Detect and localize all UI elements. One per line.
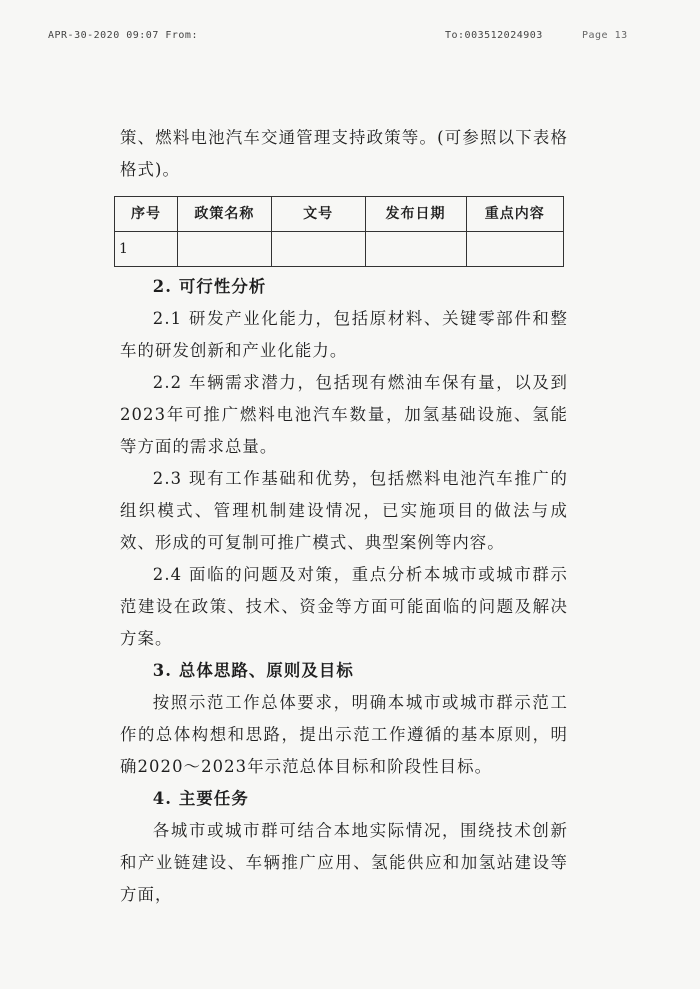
section-2-1-paragraph: 2.1 研发产业化能力，包括原材料、关键零部件和整车的研发创新和产业化能力。 — [120, 309, 568, 360]
section-3-heading: 3. 总体思路、原则及目标 — [152, 661, 354, 680]
cell-release-date — [365, 232, 466, 267]
fax-sender-line: APR-30-2020 09:07 From: — [48, 30, 198, 41]
header-key-content: 重点内容 — [466, 197, 563, 232]
table-header-row — [115, 197, 564, 232]
intro-paragraph: 策、燃料电池汽车交通管理支持政策等。(可参照以下表格格式)。 — [120, 128, 568, 179]
cell-document-number — [271, 232, 365, 267]
fax-header — [0, 30, 700, 46]
fax-page-number: Page 13 — [582, 30, 628, 41]
section-2-2-paragraph: 2.2 车辆需求潜力，包括现有燃油车保有量，以及到2023年可推广燃料电池汽车数量，加氢基础设施、氢能等方面的需求总量。 — [120, 373, 568, 456]
section-3-paragraph: 按照示范工作总体要求，明确本城市或城市群示范工作的总体构想和思路，提出示范工作遵循的基本原则，明确2020～2023年示范总体目标和阶段性目标。 — [120, 693, 568, 776]
header-serial: 序号 — [115, 197, 178, 232]
section-4-paragraph: 各城市或城市群可结合本地实际情况，围绕技术创新和产业链建设、车辆推广应用、氢能供应和加氢站建设等方面， — [120, 821, 568, 904]
fax-recipient-line: To:003512024903 — [445, 30, 543, 41]
header-policy-name: 政策名称 — [177, 197, 271, 232]
policy-table — [114, 196, 564, 267]
header-document-number: 文号 — [271, 197, 365, 232]
cell-key-content — [466, 232, 563, 267]
section-2-3-paragraph: 2.3 现有工作基础和优势，包括燃料电池汽车推广的组织模式、管理机制建设情况，已实施项目的做法与成效、形成的可复制可推广模式、典型案例等内容。 — [120, 469, 568, 552]
table-row — [115, 232, 564, 267]
cell-policy-name — [177, 232, 271, 267]
section-4-heading: 4. 主要任务 — [152, 789, 249, 808]
header-release-date: 发布日期 — [365, 197, 466, 232]
cell-serial: 1 — [115, 232, 178, 267]
section-2-4-paragraph: 2.4 面临的问题及对策，重点分析本城市或城市群示范建设在政策、技术、资金等方面可能面临的问题及解决方案。 — [120, 565, 568, 648]
document-body — [120, 122, 568, 911]
section-2-heading: 2. 可行性分析 — [152, 277, 267, 296]
